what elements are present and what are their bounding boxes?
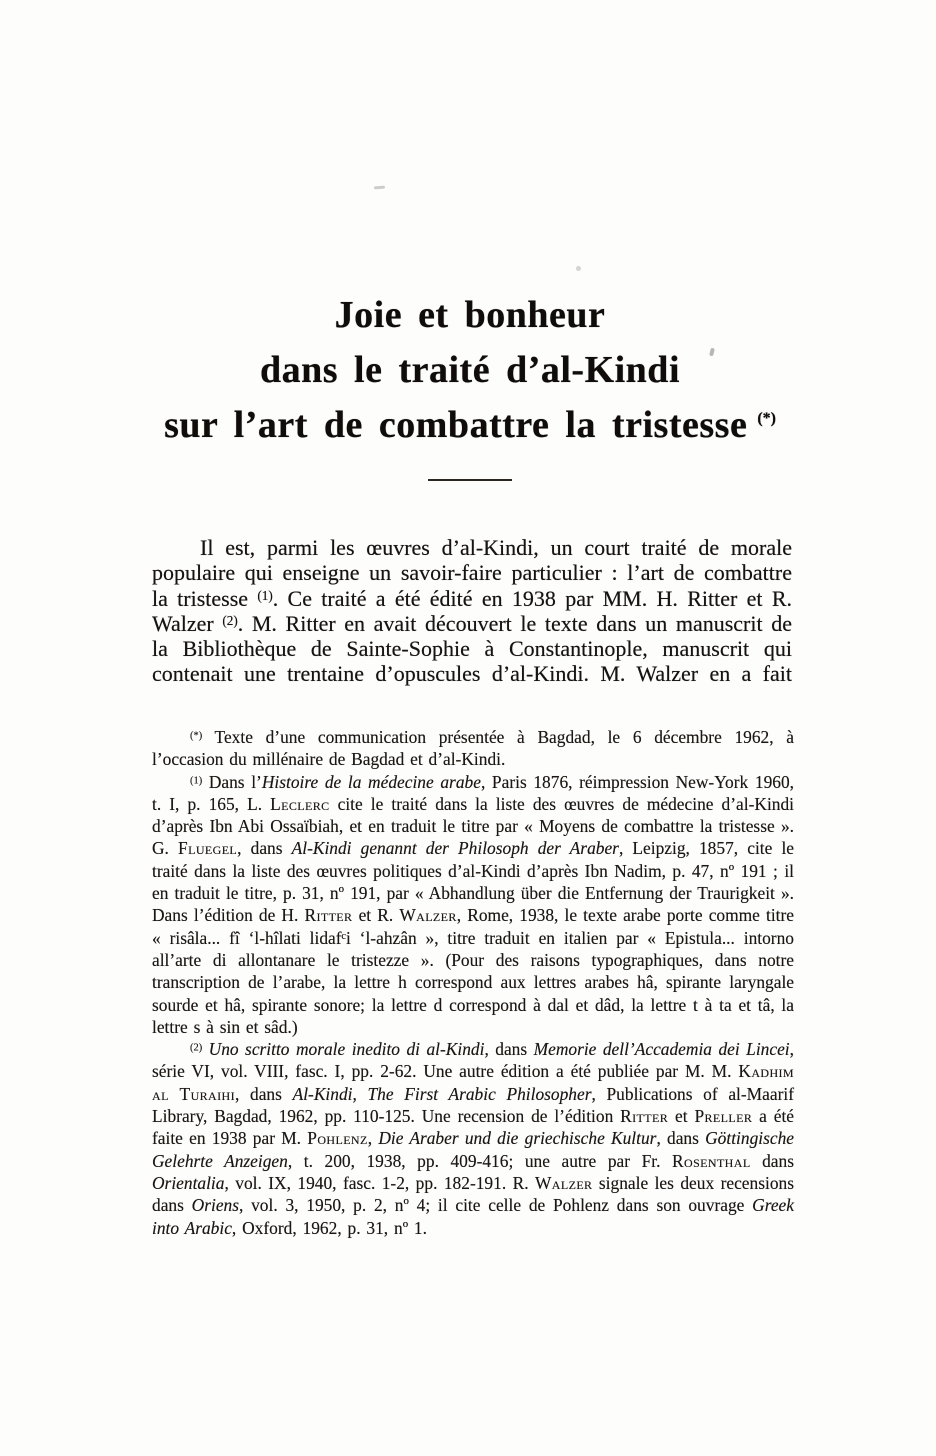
text-segment: a été faite en 1938 par M.	[152, 1106, 794, 1149]
text-segment: , vol. 3, 1950, p. 2, nº 4; il cite celle de Pohlenz dans son ouvrage	[239, 1195, 753, 1216]
text-segment: Il est, parmi les œuvres d’al-Kindi, un court traité de morale populaire qui enseigne un savoir-faire particulier : l’art de combattre la tristesse	[152, 535, 792, 611]
title-line-3-text: sur l’art de combattre la tristesse	[164, 404, 748, 446]
text-segment: Preller	[694, 1106, 753, 1127]
footnotes-section	[152, 726, 794, 1239]
title-line-2: dans le traité d’al-Kindi	[259, 349, 681, 391]
text-segment: Greek into Arabic	[152, 1195, 794, 1238]
text-segment: , Leipzig, 1857, cite le traité dans la liste des œuvres politiques d’al-Kindi d’après Ibn Nadim, p. 47, nº 191 ; il en traduit le titre, p. 31, nº 191, par « Abhandlung über die Entfernung der Traurigkeit ». Dans l’édition de H.	[152, 838, 794, 926]
scan-speck	[374, 186, 385, 190]
footnote-ref: (1)	[190, 774, 203, 786]
text-segment: Die Araber und die griechische Kultur	[378, 1128, 657, 1149]
text-segment: Orientalia	[152, 1172, 225, 1193]
text-segment: cite le traité dans la liste des œuvres de médecine d’al-Kindi d’après Ibn Abi Ossaïbiah, et en traduit le titre par « Moyens de combattre la tristesse ». G.	[152, 793, 794, 859]
title-divider	[428, 479, 512, 481]
body-paragraph	[152, 535, 792, 687]
footnote-star	[152, 726, 794, 771]
footnote-ref: (2)	[222, 612, 238, 628]
text-segment: ,	[367, 1128, 379, 1149]
text-segment: , série VI, vol. VIII, fasc. I, pp. 2-62. Une autre édition a été publiée par M. M.	[152, 1039, 794, 1082]
text-segment: . Ce traité a été édité en 1938 par MM. H. Ritter et R. Walzer	[152, 585, 792, 636]
scan-speck	[576, 266, 581, 271]
text-segment: signale les deux recensions dans	[152, 1172, 794, 1216]
text-segment: , dans	[234, 1083, 293, 1104]
article-title	[148, 288, 792, 453]
text-segment: dans	[750, 1150, 794, 1171]
text-segment: , dans	[237, 838, 292, 859]
text-segment: Al-Kindi, The First Arabic Philosopher	[292, 1083, 592, 1104]
text-segment: Pohlenz	[307, 1128, 368, 1149]
text-segment: , Publications of al-Maarif Library, Bagdad, 1962, pp. 110-125. Une recension de l’édition	[152, 1083, 794, 1127]
text-segment: Ritter	[304, 905, 353, 926]
text-segment: Walzer	[399, 905, 457, 926]
footnote-ref: (*)	[190, 730, 203, 742]
text-segment: Fluegel	[178, 838, 238, 859]
text-segment: Rosenthal	[672, 1150, 751, 1171]
text-segment: Texte d’une communication présentée à Bagdad, le 6 décembre 1962, à l’occasion du millénaire de Bagdad et d’al-Kindi.	[152, 727, 794, 770]
text-segment: , Paris 1876, réimpression New-York 1960, t. I, p. 165, L.	[152, 771, 794, 814]
text-segment: . M. Ritter en avait découvert le texte dans un manuscrit de la Bibliothèque de Sainte-Sophie à Constantinople, manuscrit qui contenait une trentaine d’opuscules d’al-Kindi. M. Walzer en a fait	[152, 610, 792, 687]
text-segment: Kadhim al Turaihi	[152, 1061, 794, 1104]
footnote-1	[152, 771, 794, 1039]
footnote-ref: (1)	[257, 587, 273, 603]
text-segment: Dans l’	[202, 771, 262, 792]
text-segment: Histoire de la médecine arabe	[261, 771, 481, 792]
title-line-1: Joie et bonheur	[334, 294, 606, 336]
text-segment: Uno scritto morale inedito di al-Kindi	[208, 1039, 485, 1060]
text-segment: Walzer	[534, 1172, 593, 1193]
text-segment: , Oxford, 1962, p. 31, nº 1.	[231, 1217, 427, 1238]
title-footnote-marker: (*)	[757, 410, 776, 427]
text-segment: Memorie dell’Accademia dei Lincei	[533, 1039, 790, 1060]
text-segment: Oriens	[191, 1195, 239, 1216]
title-line-3	[148, 398, 792, 453]
text-segment: Göttingische Gelehrte Anzeigen	[152, 1128, 794, 1171]
text-segment: , dans	[656, 1128, 706, 1149]
footnote-ref: (2)	[190, 1042, 203, 1054]
text-segment: Leclerc	[270, 793, 330, 814]
text-segment: , t. 200, 1938, pp. 409-416; une autre par Fr.	[287, 1150, 673, 1171]
text-segment: et R.	[352, 905, 400, 926]
footnote-2	[152, 1038, 794, 1239]
text-segment: , vol. IX, 1940, fasc. 1-2, pp. 182-191. R.	[224, 1172, 535, 1193]
text-segment: et	[668, 1106, 695, 1127]
text-segment: , dans	[484, 1039, 534, 1060]
text-segment: Ritter	[620, 1106, 669, 1127]
text-segment: , Rome, 1938, le texte arabe porte comme titre « risâla... fî ‘l-hîlati lidafᶜi ‘l-ahzân », titre traduit en italien par « Epistula... intorno all’arte di allontanare le tristezze ». (Pour des raisons typographiques, dans notre transcription de l’arabe, la lettre h correspond aux lettres arabes hâ, spirante laryngale sourde et hâ, spirante sonore; la lettre d correspond à dal et dâd, la lettre t à ta et tâ, la lettre s à sin et sâd.)	[152, 905, 795, 1037]
text-segment: Al-Kindi genannt der Philosoph der Araber	[291, 838, 619, 859]
